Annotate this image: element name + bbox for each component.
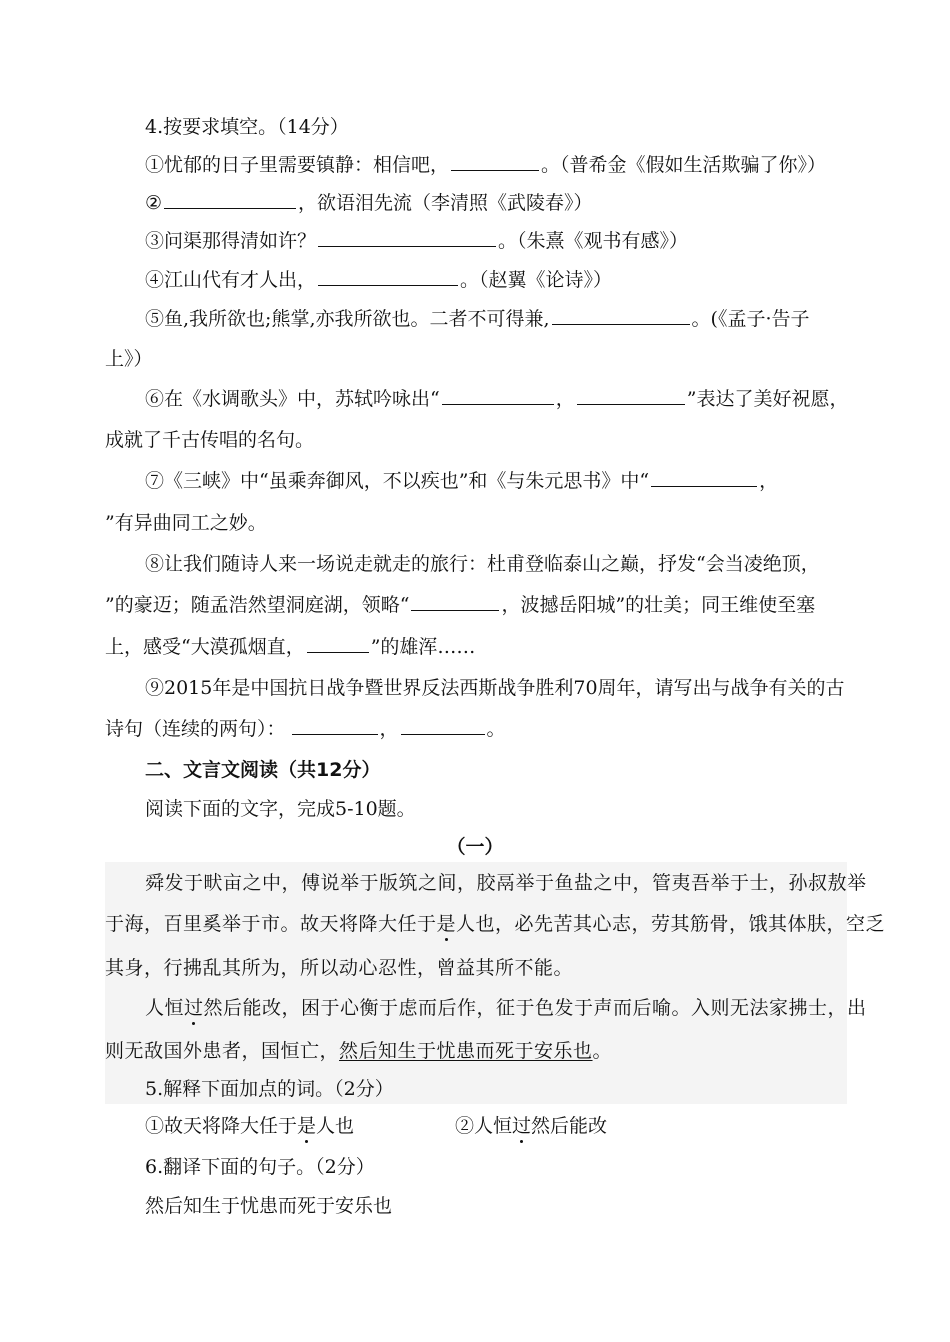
passage-text: 人恒 — [145, 997, 185, 1019]
passage-line: 舜发于畎亩之中，傅说举于版筑之间，胶鬲举于鱼盐之中，管夷吾举于士，孙叔敖举 — [145, 872, 867, 894]
q4-item-8-text: ”的豪迈；随孟浩然望洞庭湖，领略“ — [105, 594, 410, 616]
q5-item-2-text-end: 然后能改 — [531, 1115, 608, 1137]
emphasis-dot-word: 过 — [512, 1115, 532, 1137]
q4-item-3-source: 。（朱熹《观书有感》） — [498, 230, 689, 252]
passage-line — [105, 911, 885, 937]
q4-item-6-text: ⑥在《水调歌头》中，苏轼吟咏出“ — [145, 388, 440, 410]
q4-item-8-line3 — [105, 634, 475, 660]
q4-item-8-text-b: ，波撼岳阳城”的壮美；同王维使至塞 — [501, 594, 816, 616]
section-2-instruction: 阅读下面的文字，完成5-10题。 — [145, 798, 416, 820]
answer-blank[interactable] — [292, 716, 378, 735]
q4-item-8-text-c: 上，感受“大漠孤烟直， — [105, 636, 305, 658]
q4-item-5-cont: 上》） — [105, 348, 153, 370]
answer-blank[interactable] — [651, 468, 757, 487]
underlined-sentence: 然后知生于忧患而死于安乐也 — [339, 1040, 593, 1062]
emphasis-dot-word: 是 — [297, 1115, 317, 1137]
q5-item-1-text-end: 人也 — [316, 1115, 355, 1137]
q5-title: 5.解释下面加点的词。（2分） — [145, 1078, 394, 1100]
q4-item-1 — [145, 152, 826, 178]
part-1-title: （一） — [446, 836, 504, 858]
q4-item-1-text: ①忧郁的日子里需要镇静：相信吧， — [145, 154, 450, 176]
answer-blank[interactable] — [411, 592, 499, 611]
q4-item-8-line2 — [105, 592, 815, 618]
q4-item-7-comma: ， — [759, 470, 779, 492]
q4-item-8-text-d: ”的雄浑…… — [370, 636, 476, 658]
q4-item-9-line2 — [105, 716, 506, 742]
q5-item-1-text: ①故天将降大任于 — [145, 1115, 298, 1137]
passage-text: 。 — [592, 1040, 613, 1062]
q4-item-9-text: 诗句（连续的两句）： — [105, 718, 286, 740]
q4-item-7 — [145, 468, 778, 494]
answer-blank[interactable] — [552, 306, 690, 325]
q4-item-4-text: ④江山代有才人出， — [145, 269, 317, 291]
q4-item-6-text-end: ”表达了美好祝愿， — [686, 388, 849, 410]
q5-item-2 — [455, 1113, 607, 1139]
passage-text: 则无敌国外患者，国恒亡， — [105, 1040, 340, 1062]
answer-blank[interactable] — [318, 267, 458, 286]
passage-line — [145, 995, 867, 1021]
q4-item-5-source: 。(《孟子·告子 — [691, 308, 810, 330]
q5-item-2-text: ②人恒 — [455, 1115, 513, 1137]
q4-item-1-source: 。（普希金《假如生活欺骗了你》） — [541, 154, 827, 176]
q4-item-7-cont: ”有异曲同工之妙。 — [105, 512, 267, 534]
answer-blank[interactable] — [451, 152, 539, 171]
q4-item-9-comma: ， — [379, 718, 399, 740]
q4-item-3 — [145, 228, 688, 254]
answer-blank[interactable] — [577, 386, 685, 405]
q5-item-1 — [145, 1113, 354, 1139]
q6-title: 6.翻译下面的句子。（2分） — [145, 1156, 375, 1178]
answer-blank[interactable] — [164, 190, 296, 209]
q4-title: 4.按要求填空。（14分） — [145, 116, 349, 138]
q4-item-5-text: ⑤鱼,我所欲也;熊掌,亦我所欲也。二者不可得兼, — [145, 308, 550, 330]
q4-item-8: ⑧让我们随诗人来一场说走就走的旅行：杜甫登临泰山之巅，抒发“会当凌绝顶， — [145, 553, 820, 575]
q4-item-6 — [145, 386, 848, 412]
q4-item-2-text: ，欲语泪先流（李清照《武陵春》） — [298, 192, 593, 214]
q4-item-4-source: 。（赵翼《论诗》） — [460, 269, 613, 291]
passage-text: 然后能改，困于心衡于虑而后作，征于色发于声而后喻。入则无法家拂士，出 — [203, 997, 867, 1019]
q4-item-9: ⑨2015年是中国抗日战争暨世界反法西斯战争胜利70周年，请写出与战争有关的古 — [145, 677, 845, 699]
q4-item-3-text: ③问渠那得清如许？ — [145, 230, 317, 252]
passage-text: 于海，百里奚举于市。故天将降大任于 — [105, 913, 437, 935]
q4-item-9-period: 。 — [486, 718, 506, 740]
passage-line: 其身，行拂乱其所为，所以动心忍性，曾益其所不能。 — [105, 957, 574, 979]
answer-blank[interactable] — [442, 386, 554, 405]
answer-blank[interactable] — [307, 634, 369, 653]
q4-item-6-comma: ， — [555, 388, 575, 410]
answer-blank[interactable] — [318, 228, 496, 247]
answer-blank[interactable] — [401, 716, 485, 735]
emphasis-dot-word: 过 — [184, 997, 204, 1019]
q4-item-2 — [145, 190, 593, 216]
q4-item-7-text: ⑦《三峡》中“虽乘奔御风，不以疾也”和《与朱元思书》中“ — [145, 470, 650, 492]
passage-text: 人也，必先苦其心志，劳其筋骨，饿其体肤，空乏 — [456, 913, 886, 935]
q4-item-4 — [145, 267, 612, 293]
classical-passage-box — [105, 862, 847, 1104]
passage-line — [105, 1038, 612, 1064]
section-2-heading: 二、文言文阅读（共12分） — [145, 759, 381, 781]
q6-sentence: 然后知生于忧患而死于安乐也 — [145, 1195, 393, 1217]
q4-item-6-cont: 成就了千古传唱的名句。 — [105, 429, 315, 451]
q4-item-5 — [145, 306, 809, 332]
emphasis-dot-word: 是 — [436, 913, 457, 935]
q4-item-2-num: ② — [145, 192, 163, 214]
